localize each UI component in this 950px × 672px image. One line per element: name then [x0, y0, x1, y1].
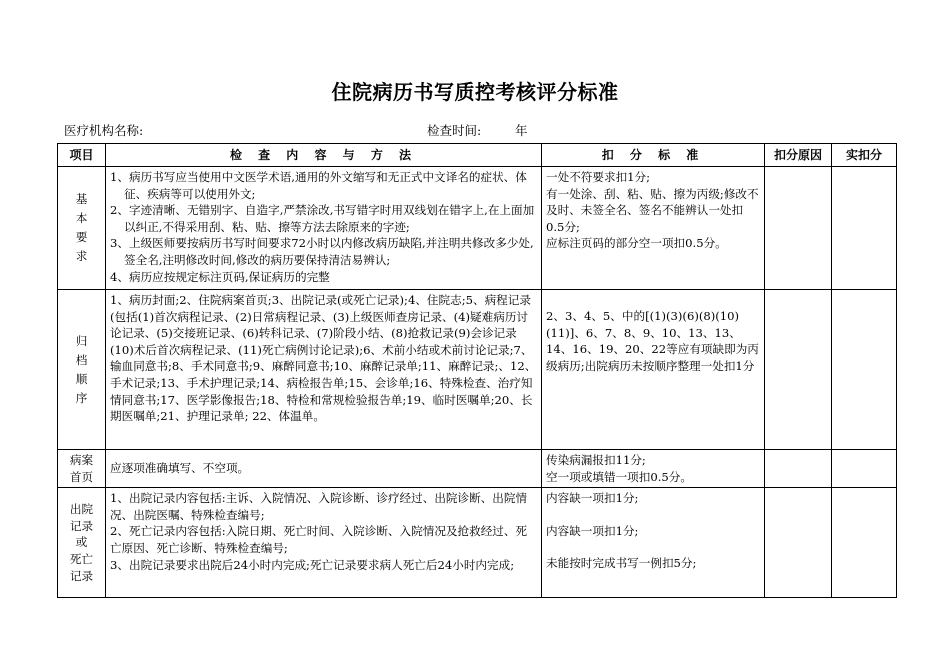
table-header-row — [58, 144, 897, 167]
header-actual: 实扣分 — [832, 144, 897, 167]
row-content: 1、出院记录内容包括:主诉、入院情况、入院诊断、诊疗经过、出院诊断、出院情况、出院医嘱、特殊检查编号; 2、死亡记录内容包括:入院日期、死亡时间、入院诊断、入院情况及抢救经过、死亡原因、死亡诊断、特殊检查编号; 3、出院记录要求出院后24小时内完成;死亡记录要求病人死亡后24小时内完成; — [106, 488, 542, 598]
org-name-label: 医疗机构名称: — [64, 123, 144, 138]
header-standard: 扣 分 标 准 — [542, 144, 765, 167]
row-reason-cell[interactable] — [765, 488, 832, 598]
row-item-discharge-death-record: 出院 记录 或 死亡 记录 — [58, 488, 106, 598]
row-standard: 内容缺一项扣1分; 内容缺一项扣1分; 未能按时完成书写一例扣5分; — [542, 488, 765, 598]
scoring-table — [57, 143, 897, 598]
row-item-basic: 基 本 要 求 — [58, 167, 106, 290]
row-content: 应逐项准确填写、不空项。 — [106, 450, 542, 488]
row-content: 1、病历书写应当使用中文医学术语,通用的外文缩写和无正式中文译名的症状、体征、疾病等可以使用外文; 2、字迹清晰、无错别字、自造字,严禁涂改,书写错字时用双线划在错字上,在上面加以纠正,不得采用刮、粘、贴、擦等方法去除原来的字迹; 3、上级医师要按病历书写时间要求72小时以内修改病历缺陷,并注明共修改多少处,签全名,注明修改时间,修改的病历要保持清洁易辨认; 4、病历应按规定标注页码,保证病历的完整 — [106, 167, 542, 290]
row-actual-cell[interactable] — [832, 167, 897, 290]
row-standard: 一处不符要求扣1分; 有一处涂、刮、粘、贴、擦为丙级;修改不及时、未签全名、签名不能辨认一处扣0.5分; 应标注页码的部分空一项扣0.5分。 — [542, 167, 765, 290]
row-standard: 传染病漏报扣11分; 空一项或填错一项扣0.5分。 — [542, 450, 765, 488]
row-reason-cell[interactable] — [765, 450, 832, 488]
check-time-label: 检查时间: — [427, 123, 482, 138]
row-content: 1、病历封面;2、住院病案首页;3、出院记录(或死亡记录);4、住院志;5、病程记录(包括(1)首次病程记录、(2)日常病程记录、(3)上级医师查房记录、(4)疑难病历讨论记录、(5)交接班记录、(6)转科记录、(7)阶段小结、(8)抢救记录(9)会诊记录(10)术后首次病程记录、(11)死亡病例讨论记录);6、术前小结或术前讨论记录;7、输血同意书;8、手术同意书;9、麻醉同意书;10、麻醉记录单;11、麻醉记录;、12、手术记录;13、手术护理记录;14、病检报告单;15、会诊单;16、特殊检查、治疗知情同意书;17、医学影像报告;18、特检和常规检验报告单;19、临时医嘱单;20、长期医嘱单;21、护理记录单; 22、体温单。 — [106, 290, 542, 450]
table-row — [58, 167, 897, 290]
header-content: 检 查 内 容 与 方 法 — [106, 144, 542, 167]
row-item-front-page: 病案 首页 — [58, 450, 106, 488]
page-title: 住院病历书写质控考核评分标准 — [331, 80, 619, 104]
row-actual-cell[interactable] — [832, 488, 897, 598]
year-label: 年 — [515, 123, 528, 138]
header-item: 项目 — [58, 144, 106, 167]
table-row — [58, 488, 897, 598]
row-standard: 2、3、4、5、中的[(1)(3)(6)(8)(10)(11)]、6、7、8、9、10、13、13、14、16、19、20、22等应有项缺即为丙级病历;出院病历未按顺序整理一处扣1分 — [542, 290, 765, 450]
row-reason-cell[interactable] — [765, 167, 832, 290]
header-reason: 扣分原因 — [765, 144, 832, 167]
row-actual-cell[interactable] — [832, 290, 897, 450]
row-actual-cell[interactable] — [832, 450, 897, 488]
table-row — [58, 450, 897, 488]
row-item-archive-order: 归 档 顺 序 — [58, 290, 106, 450]
row-reason-cell[interactable] — [765, 290, 832, 450]
table-row — [58, 290, 897, 450]
